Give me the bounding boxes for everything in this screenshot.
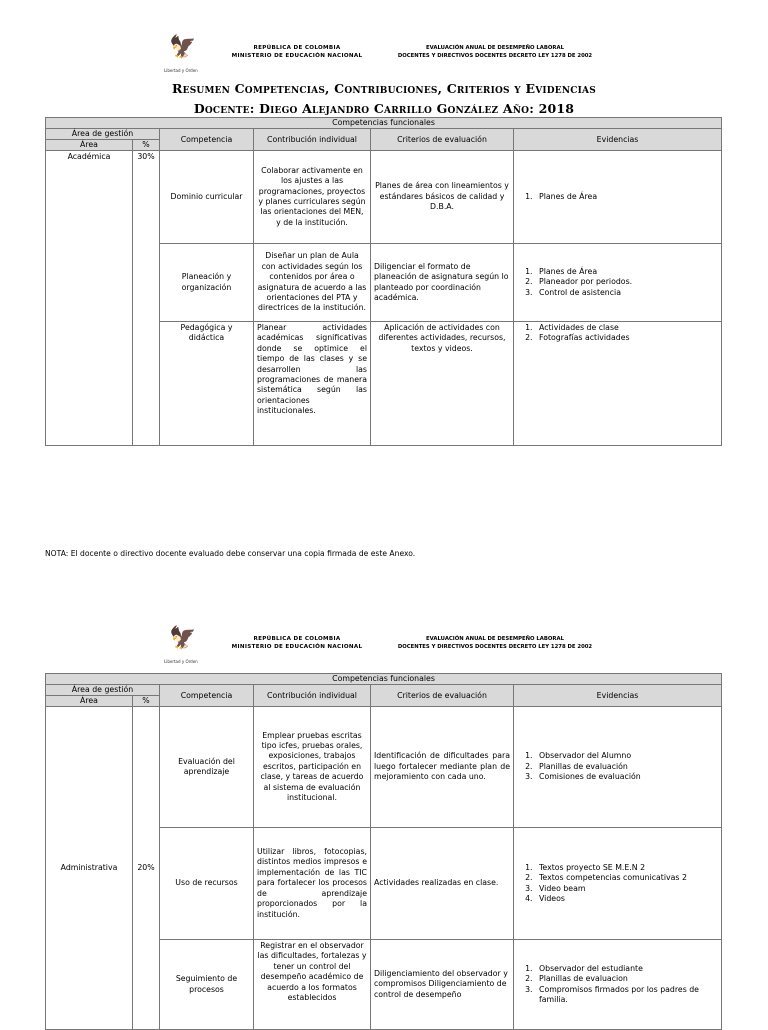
evidence-item: 2. Fotografías actividades	[535, 333, 718, 343]
evidence-item: 1. Planes de Área	[535, 267, 718, 277]
criterios-header: Criterios de evaluación	[371, 129, 514, 151]
contribucion-cell: Registrar en el observador las dificultades, fortalezas y tener un control del desempeño académico de acuerdo a los formatos establecidos	[254, 940, 371, 1030]
ministry-name: MINISTERIO DE EDUCACIÓN NACIONAL	[231, 644, 363, 650]
criterios-cell: Diligenciar el formato de planeación de asignatura según lo planteado por coordinación académica.	[371, 244, 514, 322]
evidence-item: 3. Video beam	[535, 884, 718, 894]
pct-cell: 30%	[133, 151, 160, 446]
evidence-item: 1. Observador del Alumno	[535, 751, 718, 761]
evaluation-block	[380, 635, 610, 651]
document-title: Resumen Competencias, Contribuciones, Criterios y Evidencias	[172, 81, 596, 96]
contribucion-cell: Colaborar activamente en los ajustes a las programaciones, proyectos y planes curriculares según las orientaciones del MEN, y de la institución.	[254, 151, 371, 244]
evaluation-subtitle: DOCENTES Y DIRECTIVOS DOCENTES DECRETO LEY 1278 DE 2002	[397, 53, 593, 59]
competencies-table-page1	[45, 117, 722, 446]
evidence-item: 1. Planes de Área	[535, 192, 718, 202]
evidence-item: 2. Planeador por periodos.	[535, 277, 718, 287]
evidencias-cell	[514, 707, 722, 828]
evidence-item: 3. Compromisos firmados por los padres de familia.	[535, 985, 718, 1006]
evidence-item: 3. Comisiones de evaluación	[535, 772, 718, 782]
evaluation-subtitle: DOCENTES Y DIRECTIVOS DOCENTES DECRETO LEY 1278 DE 2002	[397, 644, 593, 650]
criterios-cell: Diligenciamiento del observador y compromisos Diligenciamiento de control de desempeño	[371, 940, 514, 1030]
band-header: Competencias funcionales	[46, 674, 722, 685]
evidence-item: 3. Control de asistencia	[535, 288, 718, 298]
contribucion-header: Contribución individual	[254, 685, 371, 707]
teacher-line: Docente: Diego Alejandro Carrillo González Año: 2018	[193, 101, 575, 116]
criterios-header: Criterios de evaluación	[371, 685, 514, 707]
evaluation-title: EVALUACIÓN ANUAL DE DESEMPEÑO LABORAL	[426, 45, 564, 51]
contribucion-cell: Planear actividades académicas significativas donde se optimice el tiempo de las clases y se desarrollen las programaciones de manera sistemática según las orientaciones institucionales.	[254, 322, 371, 446]
page2-header	[0, 627, 768, 671]
contribucion-cell: Emplear pruebas escritas tipo icfes, pruebas orales, exposiciones, trabajos escritos, participación en clase, y tareas de acuerdo al sistema de evaluación institucional.	[254, 707, 371, 828]
competencia-cell: Pedagógica y didáctica	[160, 322, 254, 446]
coat-of-arms-icon: 🦅 Libertad y Orden	[164, 626, 198, 664]
contribucion-cell: Diseñar un plan de Aula con actividades según los contenidos por área o asignatura de acuerdo a las orientaciones del PTA y directrices de la institución.	[254, 244, 371, 322]
criterios-cell: Aplicación de actividades con diferentes actividades, recursos, textos y videos.	[371, 322, 514, 446]
evidencias-header: Evidencias	[514, 129, 722, 151]
area-gestion-header: Área de gestión	[46, 685, 160, 696]
evidence-item: 2. Planillas de evaluación	[535, 762, 718, 772]
area-header: Área	[46, 696, 133, 707]
evidence-item: 1. Textos proyecto SE M.E.N 2	[535, 863, 718, 873]
band-header: Competencias funcionales	[46, 118, 722, 129]
evidence-item: 1. Observador del estudiante	[535, 964, 718, 974]
criterios-cell: Actividades realizadas en clase.	[371, 828, 514, 940]
pct-header: %	[133, 696, 160, 707]
evidencias-cell	[514, 828, 722, 940]
competencia-cell: Evaluación del aprendizaje	[160, 707, 254, 828]
evaluation-title: EVALUACIÓN ANUAL DE DESEMPEÑO LABORAL	[426, 636, 564, 642]
country-name: REPÚBLICA DE COLOMBIA	[253, 45, 341, 51]
competencia-header: Competencia	[160, 129, 254, 151]
evidencias-header: Evidencias	[514, 685, 722, 707]
evaluation-block	[380, 44, 610, 60]
coat-of-arms-icon: 🦅 Libertad y Orden	[164, 35, 198, 73]
competencia-cell: Planeación y organización	[160, 244, 254, 322]
area-cell: Administrativa	[46, 707, 133, 1030]
competencia-cell: Dominio curricular	[160, 151, 254, 244]
evidencias-cell	[514, 244, 722, 322]
evidence-item: 2. Textos competencias comunicativas 2	[535, 873, 718, 883]
nota-text: NOTA: El docente o directivo docente evaluado debe conservar una copia firmada de este Anexo.	[45, 549, 416, 558]
competencia-cell: Uso de recursos	[160, 828, 254, 940]
evidencias-cell	[514, 151, 722, 244]
ministry-block	[222, 44, 372, 60]
contribucion-cell: Utilizar libros, fotocopias, distintos medios impresos e implementación de las TIC para fortalecer los procesos de aprendizaje proporcionados por la institución.	[254, 828, 371, 940]
evidencias-cell	[514, 322, 722, 446]
evidence-item: 4. Videos	[535, 894, 718, 904]
table-row	[46, 707, 722, 828]
area-header: Área	[46, 140, 133, 151]
area-cell: Académica	[46, 151, 133, 446]
criterios-cell: Planes de área con lineamientos y estándares básicos de calidad y D.B.A.	[371, 151, 514, 244]
country-name: REPÚBLICA DE COLOMBIA	[253, 636, 341, 642]
pct-header: %	[133, 140, 160, 151]
competencia-cell: Seguimiento de procesos	[160, 940, 254, 1030]
criterios-cell: Identificación de dificultades para luego fortalecer mediante plan de mejoramiento con cada uno.	[371, 707, 514, 828]
ministry-block	[222, 635, 372, 651]
pct-cell: 20%	[133, 707, 160, 1030]
ministry-name: MINISTERIO DE EDUCACIÓN NACIONAL	[231, 53, 363, 59]
competencia-header: Competencia	[160, 685, 254, 707]
contribucion-header: Contribución individual	[254, 129, 371, 151]
area-gestion-header: Área de gestión	[46, 129, 160, 140]
evidence-item: 2. Planillas de evaluacion	[535, 974, 718, 984]
competencies-table-page2	[45, 673, 722, 1030]
evidence-item: 1. Actividades de clase	[535, 323, 718, 333]
table-row	[46, 151, 722, 244]
evidencias-cell	[514, 940, 722, 1030]
page1-header	[0, 36, 768, 80]
